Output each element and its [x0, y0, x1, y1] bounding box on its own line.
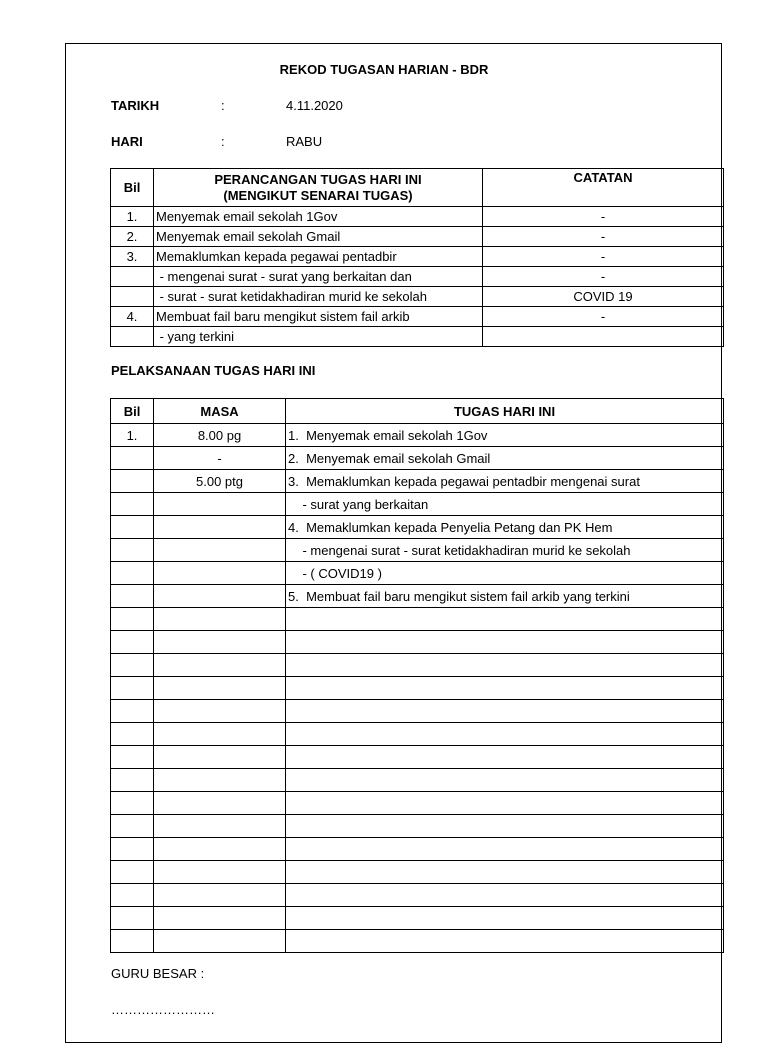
exec-cell-task	[286, 769, 724, 792]
exec-cell-task: 2. Menyemak email sekolah Gmail	[286, 447, 724, 470]
exec-cell-task: - surat yang berkaitan	[286, 493, 724, 516]
exec-cell-time	[154, 585, 286, 608]
exec-cell-task	[286, 907, 724, 930]
table-row	[111, 700, 724, 723]
exec-cell-task	[286, 861, 724, 884]
exec-cell-time	[154, 700, 286, 723]
exec-cell-time	[154, 884, 286, 907]
exec-cell-time	[154, 746, 286, 769]
exec-cell-time	[154, 654, 286, 677]
exec-cell-time	[154, 493, 286, 516]
exec-cell-bil	[111, 838, 154, 861]
exec-cell-bil	[111, 447, 154, 470]
exec-cell-task	[286, 631, 724, 654]
exec-cell-time	[154, 792, 286, 815]
table-row	[111, 930, 724, 953]
table-row	[111, 447, 724, 470]
table-row	[111, 677, 724, 700]
plan-cell-bil: 3.	[111, 247, 154, 267]
exec-cell-time	[154, 861, 286, 884]
meta-row-day	[0, 134, 768, 150]
table-row	[111, 493, 724, 516]
exec-cell-task: 4. Memaklumkan kepada Penyelia Petang dan PK Hem	[286, 516, 724, 539]
exec-cell-task	[286, 792, 724, 815]
plan-header-task-line1: PERANCANGAN TUGAS HARI INI	[214, 171, 422, 187]
table-row	[111, 608, 724, 631]
plan-cell-task: - surat - surat ketidakhadiran murid ke sekolah	[154, 287, 483, 307]
exec-cell-time: -	[154, 447, 286, 470]
plan-cell-task: Membuat fail baru mengikut sistem fail arkib	[154, 307, 483, 327]
table-row	[111, 631, 724, 654]
plan-cell-bil: 2.	[111, 227, 154, 247]
plan-cell-bil	[111, 327, 154, 347]
exec-cell-time	[154, 907, 286, 930]
table-row	[111, 585, 724, 608]
exec-cell-task	[286, 700, 724, 723]
exec-cell-bil	[111, 539, 154, 562]
exec-cell-task	[286, 930, 724, 953]
exec-cell-bil	[111, 861, 154, 884]
exec-cell-bil	[111, 654, 154, 677]
exec-cell-time	[154, 930, 286, 953]
table-row	[111, 792, 724, 815]
exec-cell-bil	[111, 884, 154, 907]
exec-cell-task	[286, 677, 724, 700]
plan-header-bil: Bil	[111, 169, 154, 207]
meta-value-day: RABU	[286, 134, 323, 149]
plan-cell-notes: -	[483, 227, 724, 247]
meta-row-date	[0, 98, 768, 114]
table-row	[111, 884, 724, 907]
meta-value-date: 4.11.2020	[286, 98, 343, 113]
table-row	[111, 723, 724, 746]
exec-table	[110, 398, 724, 953]
table-row	[111, 516, 724, 539]
plan-cell-task: - yang terkini	[154, 327, 483, 347]
exec-cell-task	[286, 815, 724, 838]
exec-cell-time: 8.00 pg	[154, 424, 286, 447]
meta-label: TARIKH	[111, 98, 160, 113]
exec-cell-time	[154, 516, 286, 539]
table-row	[111, 327, 724, 347]
table-row	[111, 307, 724, 327]
exec-cell-time	[154, 815, 286, 838]
table-row	[111, 424, 724, 447]
exec-cell-time	[154, 677, 286, 700]
exec-cell-bil	[111, 815, 154, 838]
plan-cell-bil: 4.	[111, 307, 154, 327]
plan-cell-notes: -	[483, 247, 724, 267]
exec-cell-bil	[111, 585, 154, 608]
exec-cell-time	[154, 608, 286, 631]
table-row	[111, 746, 724, 769]
table-row	[111, 815, 724, 838]
meta-label: HARI	[111, 134, 143, 149]
exec-cell-time	[154, 838, 286, 861]
plan-header-task	[154, 169, 483, 207]
exec-cell-bil	[111, 930, 154, 953]
table-row	[111, 287, 724, 307]
document-title: REKOD TUGASAN HARIAN - BDR	[279, 62, 489, 77]
exec-cell-bil	[111, 769, 154, 792]
plan-cell-notes: -	[483, 267, 724, 287]
exec-cell-time	[154, 562, 286, 585]
exec-cell-task	[286, 838, 724, 861]
plan-cell-notes: -	[483, 207, 724, 227]
exec-cell-bil	[111, 470, 154, 493]
exec-cell-bil	[111, 700, 154, 723]
exec-cell-time: 5.00 ptg	[154, 470, 286, 493]
exec-cell-task	[286, 746, 724, 769]
exec-header-task: TUGAS HARI INI	[286, 399, 724, 424]
exec-cell-time	[154, 631, 286, 654]
plan-table-header	[111, 169, 724, 207]
exec-cell-time	[154, 769, 286, 792]
exec-cell-bil	[111, 562, 154, 585]
exec-cell-bil	[111, 493, 154, 516]
table-row	[111, 838, 724, 861]
exec-cell-task: - ( COVID19 )	[286, 562, 724, 585]
exec-cell-bil	[111, 516, 154, 539]
exec-header-time: MASA	[154, 399, 286, 424]
exec-cell-task: 1. Menyemak email sekolah 1Gov	[286, 424, 724, 447]
signature-label: GURU BESAR :	[111, 966, 205, 981]
exec-cell-time	[154, 539, 286, 562]
exec-cell-task	[286, 723, 724, 746]
meta-colon: :	[221, 134, 225, 149]
signature-line: ……………………	[111, 1002, 215, 1017]
exec-cell-bil	[111, 746, 154, 769]
exec-heading: PELAKSANAAN TUGAS HARI INI	[111, 363, 316, 378]
table-row	[111, 539, 724, 562]
exec-cell-bil	[111, 608, 154, 631]
table-row	[111, 267, 724, 287]
exec-table-header	[111, 399, 724, 424]
plan-cell-notes: COVID 19	[483, 287, 724, 307]
exec-cell-task	[286, 608, 724, 631]
plan-cell-task: Memaklumkan kepada pegawai pentadbir	[154, 247, 483, 267]
exec-cell-time	[154, 723, 286, 746]
table-row	[111, 207, 724, 227]
exec-cell-bil	[111, 677, 154, 700]
plan-header-task-line2: (MENGIKUT SENARAI TUGAS)	[223, 187, 413, 203]
exec-cell-task: 5. Membuat fail baru mengikut sistem fail arkib yang terkini	[286, 585, 724, 608]
plan-cell-notes: -	[483, 307, 724, 327]
exec-cell-bil	[111, 792, 154, 815]
plan-cell-bil	[111, 287, 154, 307]
exec-cell-bil	[111, 631, 154, 654]
table-row	[111, 861, 724, 884]
table-row	[111, 247, 724, 267]
exec-cell-bil: 1.	[111, 424, 154, 447]
plan-cell-task: - mengenai surat - surat yang berkaitan dan	[154, 267, 483, 287]
exec-header-bil: Bil	[111, 399, 154, 424]
exec-cell-bil	[111, 723, 154, 746]
exec-cell-task: - mengenai surat - surat ketidakhadiran murid ke sekolah	[286, 539, 724, 562]
table-row	[111, 769, 724, 792]
plan-table	[110, 168, 724, 347]
plan-cell-task: Menyemak email sekolah Gmail	[154, 227, 483, 247]
table-row	[111, 907, 724, 930]
exec-cell-task	[286, 884, 724, 907]
exec-cell-task	[286, 654, 724, 677]
exec-cell-task: 3. Memaklumkan kepada pegawai pentadbir mengenai surat	[286, 470, 724, 493]
table-row	[111, 562, 724, 585]
plan-header-notes: CATATAN	[483, 169, 724, 207]
plan-cell-bil: 1.	[111, 207, 154, 227]
table-row	[111, 470, 724, 493]
plan-cell-task: Menyemak email sekolah 1Gov	[154, 207, 483, 227]
exec-cell-bil	[111, 907, 154, 930]
meta-colon: :	[221, 98, 225, 113]
plan-cell-bil	[111, 267, 154, 287]
table-row	[111, 227, 724, 247]
plan-cell-notes	[483, 327, 724, 347]
table-row	[111, 654, 724, 677]
